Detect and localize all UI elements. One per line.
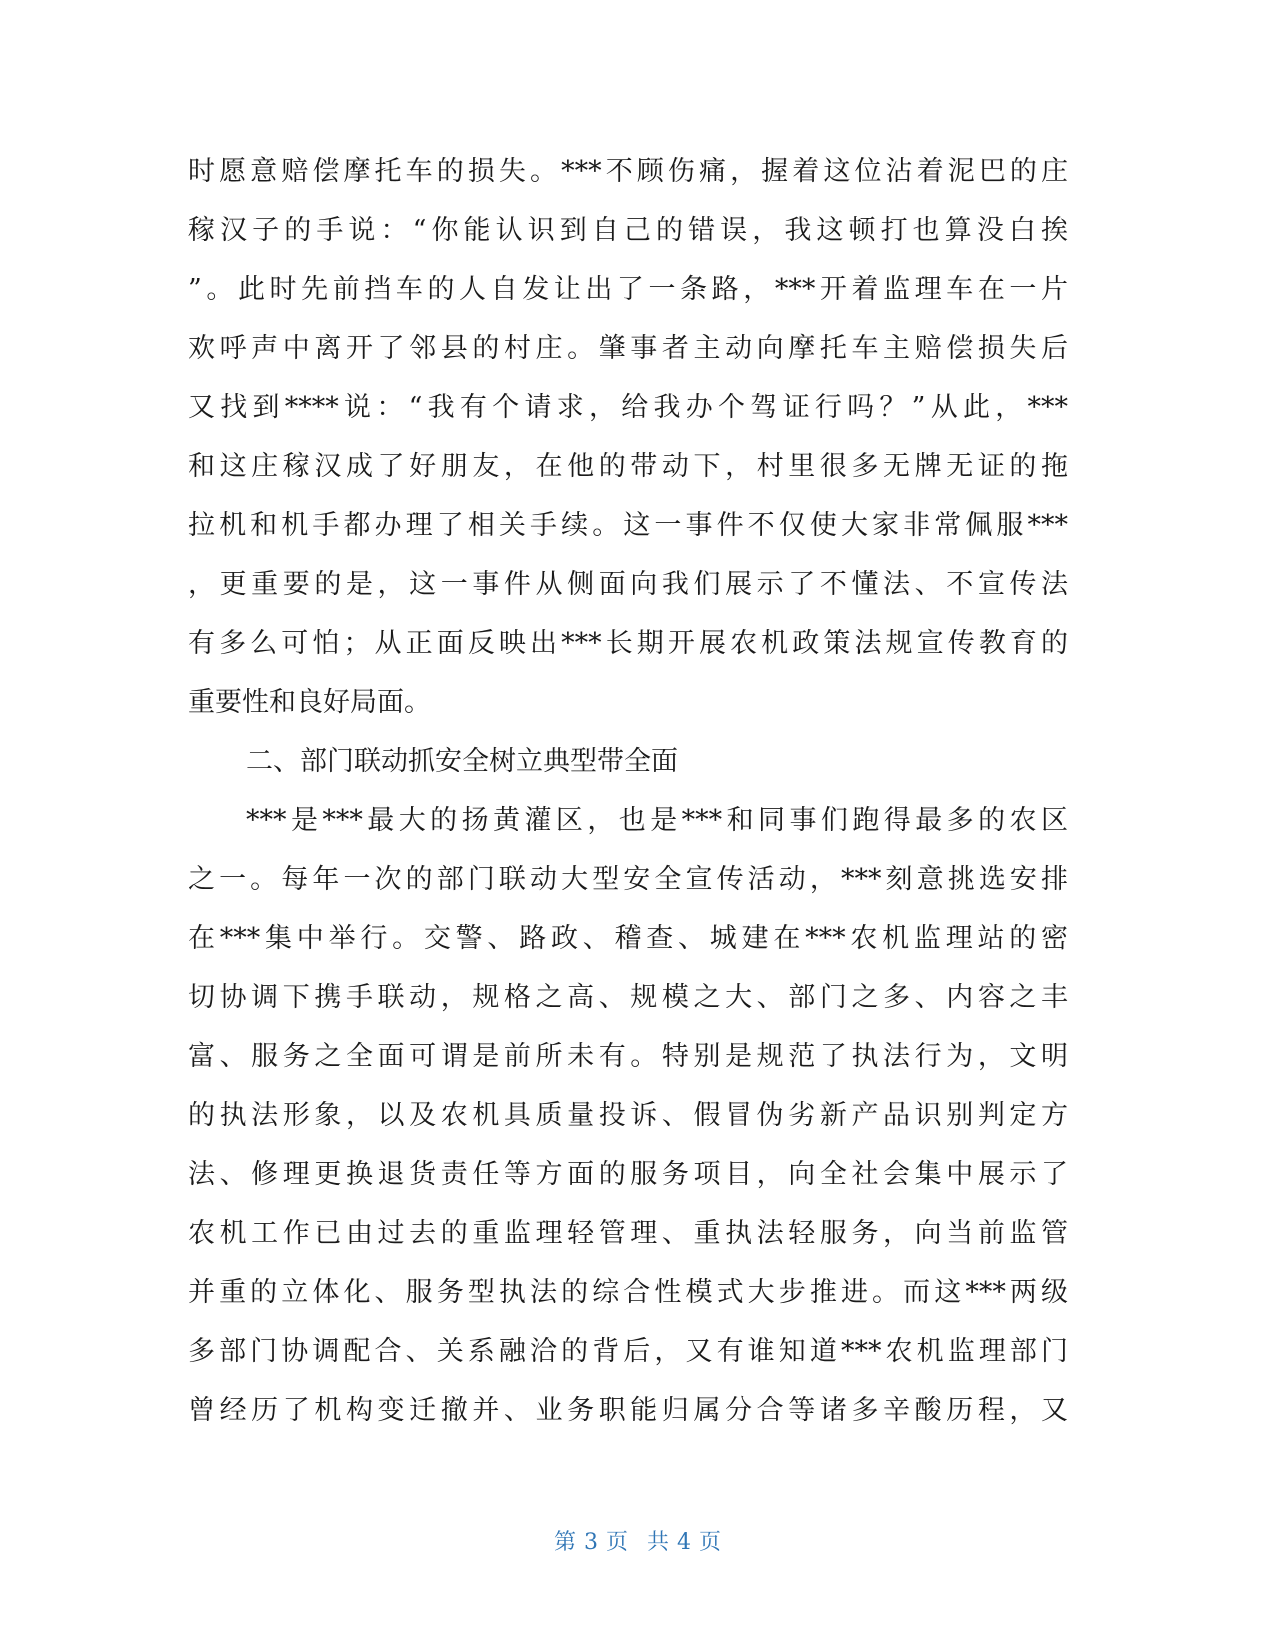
paragraph-1 (188, 142, 1068, 732)
text-line: 富、服务之全面可谓是前所未有。特别是规范了执法行为，文明 (188, 1041, 1068, 1072)
document-body (188, 142, 1068, 1440)
text-line: ，更重要的是，这一事件从侧面向我们展示了不懂法、不宣传法 (188, 569, 1068, 600)
text-line: 和这庄稼汉成了好朋友，在他的带动下，村里很多无牌无证的拖 (188, 451, 1068, 482)
footer-page-number: 3 (584, 1530, 598, 1555)
text-line: ***是***最大的扬黄灌区，也是***和同事们跑得最多的农区 (246, 805, 1068, 836)
text-line: 时愿意赔偿摩托车的损失。***不顾伤痛，握着这位沾着泥巴的庄 (188, 156, 1068, 187)
text-line: 农机工作已由过去的重监理轻管理、重执法轻服务，向当前监管 (188, 1218, 1068, 1249)
text-line: 法、修理更换退货责任等方面的服务项目，向全社会集中展示了 (188, 1159, 1068, 1190)
text-line: 在***集中举行。交警、路政、稽查、城建在***农机监理站的密 (188, 923, 1068, 954)
text-line: 又找到****说：“我有个请求，给我办个驾证行吗？”从此，*** (188, 392, 1068, 423)
text-line: ”。此时先前挡车的人自发让出了一条路，***开着监理车在一片 (188, 274, 1068, 305)
section-heading: 二、部门联动抓安全树立典型带全面 (246, 746, 678, 777)
text-line: 多部门协调配合、关系融洽的背后，又有谁知道***农机监理部门 (188, 1336, 1068, 1367)
text-line: 欢呼声中离开了邻县的村庄。肇事者主动向摩托车主赔偿损失后 (188, 333, 1068, 364)
footer-suffix: 页 (699, 1530, 722, 1555)
text-line: 稼汉子的手说：“你能认识到自己的错误，我这顿打也算没白挨 (188, 215, 1068, 246)
footer-total-pages: 4 (677, 1530, 691, 1555)
text-line: 重要性和良好局面。 (188, 687, 431, 718)
footer-prefix: 第 (553, 1530, 576, 1555)
text-line: 切协调下携手联动，规格之高、规模之大、部门之多、内容之丰 (188, 982, 1068, 1013)
text-line: 有多么可怕；从正面反映出***长期开展农机政策法规宣传教育的 (188, 628, 1068, 659)
footer-middle: 页 共 (606, 1530, 669, 1555)
page-footer (0, 1525, 1275, 1556)
text-line: 之一。每年一次的部门联动大型安全宣传活动，***刻意挑选安排 (188, 864, 1068, 895)
text-line: 的执法形象，以及农机具质量投诉、假冒伪劣新产品识别判定方 (188, 1100, 1068, 1131)
text-line: 拉机和机手都办理了相关手续。这一事件不仅使大家非常佩服*** (188, 510, 1068, 541)
text-line: 曾经历了机构变迁撤并、业务职能归属分合等诸多辛酸历程，又 (188, 1395, 1068, 1426)
text-line: 并重的立体化、服务型执法的综合性模式大步推进。而这***两级 (188, 1277, 1068, 1308)
paragraph-2 (188, 791, 1068, 1440)
